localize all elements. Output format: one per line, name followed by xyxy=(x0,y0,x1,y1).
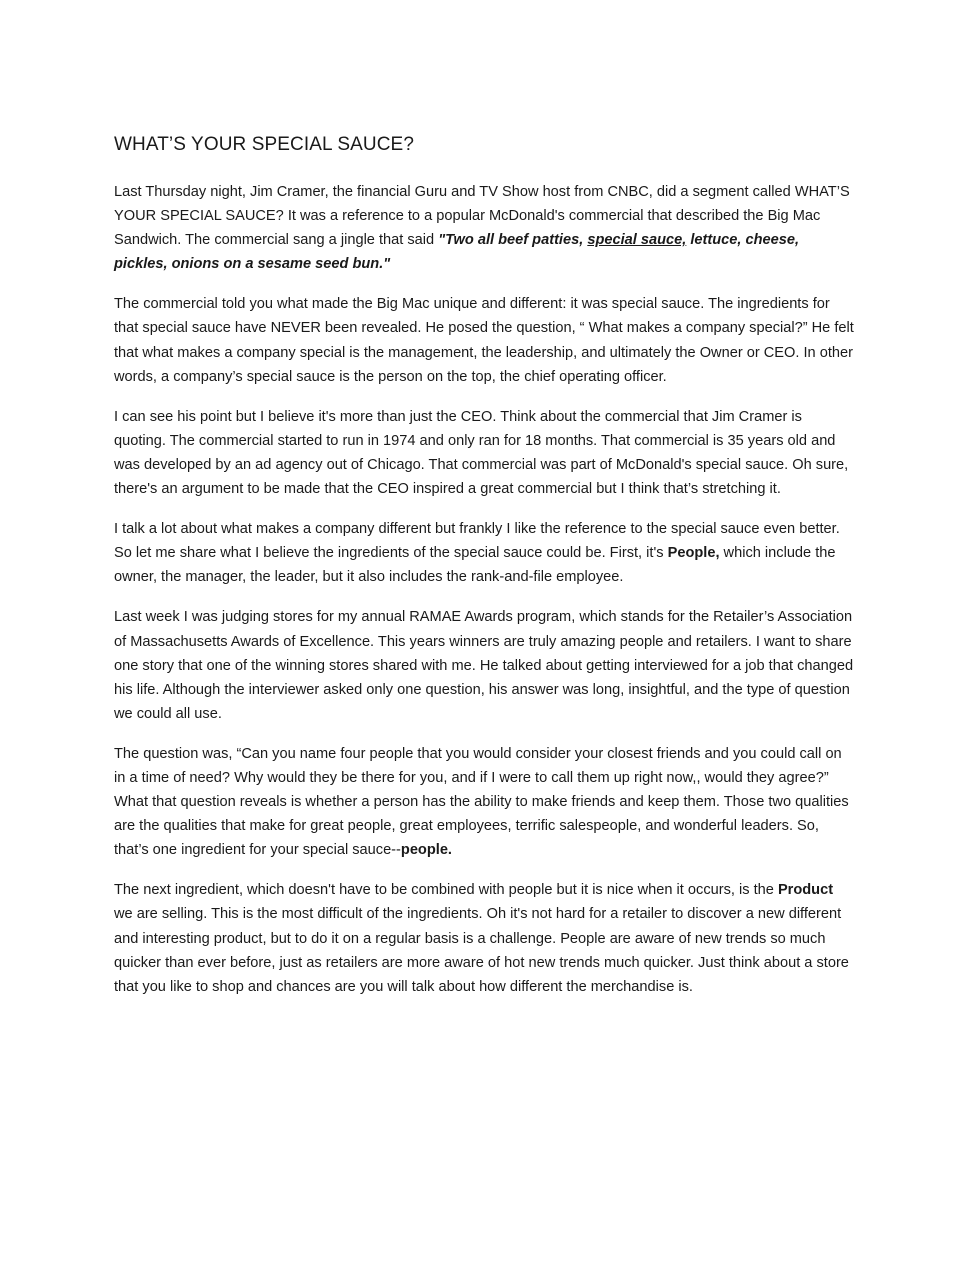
people-intro-text: I talk a lot about what makes a company different but frankly I like the reference to the special sauce even better. So let me share what I believe the ingredients of the special sauce could be. First, it's xyxy=(114,521,840,562)
product-intro-text: The next ingredient, which doesn't have to be combined with people but it is nice when it occurs, is the xyxy=(114,882,778,899)
paragraph-ramae-awards: Last week I was judging stores for my annual RAMAE Awards program, which stands for the Retailer’s Association of Massachusetts Awards of Excellence. This years winners are truly amazing people and retailers. I want to share one story that one of the winning stores shared with me. He talked about getting interviewed for a job that changed his life. Although the interviewer asked only one question, his answer was long, insightful, and the type of question we could all use. xyxy=(114,609,854,722)
jingle-quote-start: "Two all beef patties, xyxy=(438,232,588,249)
product-rest-text: we are selling. This is the most difficult of the ingredients. Oh it's not hard for a retailer to discover a new different and interesting product, but to do it on a regular basis is a challenge. People are aware of new trends so much quicker than ever before, just as retailers are more aware of hot new trends much quicker. Just think about a store that you like to shop and chances are you will talk about how different the merchandise is. xyxy=(114,906,849,995)
document-page xyxy=(114,134,854,1015)
paragraph-ceo-point: I can see his point but I believe it's more than just the CEO. Think about the commercial that Jim Cramer is quoting. The commercial started to run in 1974 and only ran for 18 months. That commercial is 35 years old and was developed by an ad agency out of Chicago. That commercial was part of McDonald's special sauce. Oh sure, there's an argument to be made that the CEO inspired a great commercial but I think that’s stretching it. xyxy=(114,408,849,498)
paragraph-interview-question xyxy=(114,742,854,862)
product-bold: Product xyxy=(777,882,834,899)
document-title: WHAT’S YOUR SPECIAL SAUCE? xyxy=(114,134,414,155)
people-rest-text: which include the owner, the manager, the leader, but it also includes the rank-and-file employee. xyxy=(114,545,836,586)
jingle-quote-underlined: special sauce, xyxy=(587,232,687,249)
people-bold: People, xyxy=(667,545,720,562)
intro-text: Last Thursday night, Jim Cramer, the financial Guru and TV Show host from CNBC, did a segment called WHAT’S YOUR SPECIAL SAUCE? It was a reference to a popular McDonald's commercial that described the Big Mac Sandwich. The commercial sang a jingle that said xyxy=(114,184,850,249)
paragraph-intro xyxy=(114,180,854,276)
paragraph-product-ingredient xyxy=(114,878,854,998)
people-conclusion-bold: people. xyxy=(400,842,452,859)
jingle-quote-end: lettuce, cheese, pickles, onions on a sesame seed bun." xyxy=(114,232,800,273)
paragraph-people-ingredient xyxy=(114,517,854,589)
paragraph-commercial: The commercial told you what made the Big Mac unique and different: it was special sauce. The ingredients for that special sauce have NEVER been revealed. He posed the question, “ What makes a company special?” He felt that what makes a company special is the management, the leadership, and ultimately the Owner or CEO. In other words, a company’s special sauce is the person on the top, the chief operating officer. xyxy=(114,296,854,385)
question-text: The question was, “Can you name four people that you would consider your closest friends and you could call on in a time of need? Why would they be there for you, and if I were to call them up right now,, would they agree?” What that question reveals is whether a person has the ability to make friends and keep them. Those two qualities are the qualities that make for great people, great employees, terrific salespeople, and wonderful leaders. So, that’s one ingredient for your special sauce-- xyxy=(114,745,849,859)
